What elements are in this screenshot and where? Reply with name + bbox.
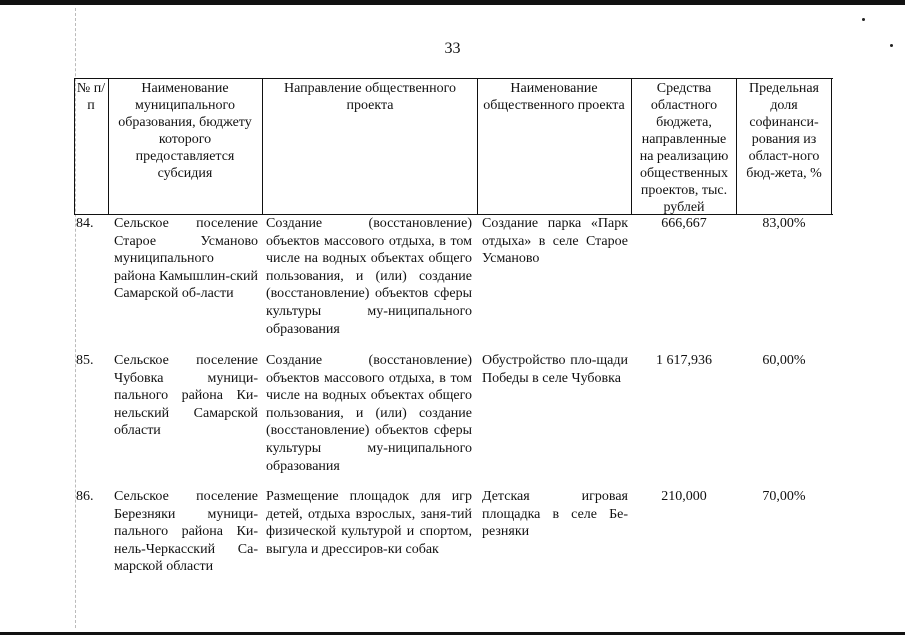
row-84-num: 84. — [76, 216, 94, 231]
row-85-direction: Создание (восстановление) объектов массового отдыха, в том числе на водных объектах общего пользования, и (или) создание (восстановление) объектов сферы культуры му-ниципального образования — [266, 353, 472, 474]
scan-top-border — [0, 0, 905, 5]
header-direction: Направление общественного проекта — [283, 81, 457, 113]
header-municipality: Наименование муниципального образования, бюджету которого предоставляется субсидия — [118, 81, 252, 181]
row-86-num: 86. — [76, 489, 94, 504]
row-86-direction: Размещение площадок для игр детей, отдыха взрослых, заня-тий физической культурой и спортом, выгула и дрессиров-ки собак — [266, 489, 472, 557]
row-86-funds: 210,000 — [661, 489, 707, 504]
column-divider — [108, 78, 109, 214]
row-84-municipality: Сельское поселение Старое Усманово муниципального района Камышлин-ский Самарской об-ласти — [114, 216, 258, 302]
row-84-share: 83,00% — [762, 216, 806, 231]
row-85-project: Обустройство пло-щади Победы в селе Чубовка — [482, 353, 628, 386]
row-84-direction: Создание (восстановление) объектов массового отдыха, в том числе на водных объектах общего пользования, и (или) создание (восстановление) объектов сферы культуры му-ниципального образования — [266, 216, 472, 337]
row-86-municipality: Сельское поселение Березняки муници-пального района Ки-нель-Черкасский Са-марской области — [114, 489, 258, 575]
page-number: 33 — [444, 40, 461, 57]
header-funds: Средства областного бюджета, направленные на реализацию общественных проектов, тыс. рублей — [639, 81, 729, 215]
row-84-project: Создание парка «Парк отдыха» в селе Старое Усманово — [482, 216, 628, 267]
column-divider — [831, 78, 832, 214]
scan-speck — [862, 18, 865, 21]
row-86-project: Детская игровая площадка в селе Бе-резняки — [482, 489, 628, 540]
row-85-num: 85. — [76, 353, 94, 368]
header-project: Наименование общественного проекта — [483, 81, 625, 113]
scan-bottom-border — [0, 632, 905, 635]
column-divider — [262, 78, 263, 214]
row-85-share: 60,00% — [762, 353, 806, 368]
header-num: № п/п — [76, 81, 106, 113]
header-share: Предельная доля софинанси-рования из област-ного бюд-жета, % — [746, 81, 822, 181]
column-divider — [736, 78, 737, 214]
column-divider — [477, 78, 478, 214]
row-85-funds: 1 617,936 — [656, 353, 712, 368]
column-divider — [631, 78, 632, 214]
row-84-funds: 666,667 — [661, 216, 707, 231]
row-86-share: 70,00% — [762, 489, 806, 504]
row-85-municipality: Сельское поселение Чубовка муници-пального района Ки-нельский Самарской области — [114, 353, 258, 439]
